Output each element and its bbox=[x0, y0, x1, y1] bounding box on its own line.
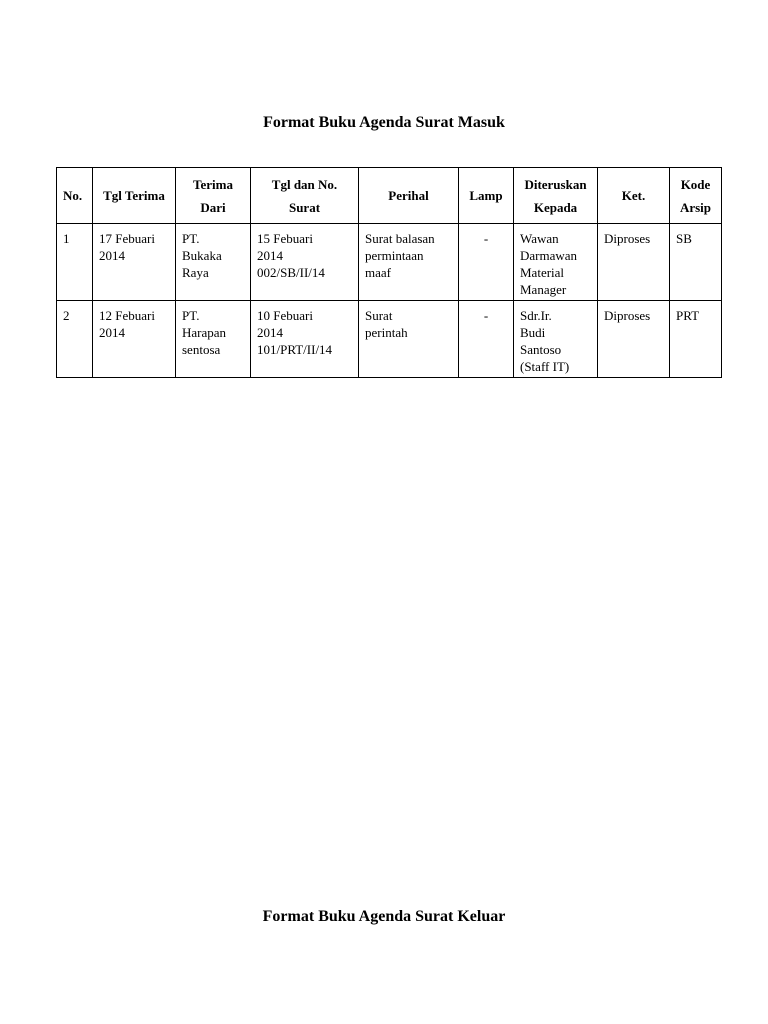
cell-tgl-no-surat: 10 Febuari 2014 101/PRT/II/14 bbox=[251, 301, 359, 378]
table-row bbox=[57, 301, 722, 378]
page-title: Format Buku Agenda Surat Masuk bbox=[263, 114, 505, 131]
cell-kode-arsip: PRT bbox=[670, 301, 722, 378]
cell-kode-arsip: SB bbox=[670, 224, 722, 301]
table-row bbox=[57, 224, 722, 301]
cell-lamp: - bbox=[459, 301, 514, 378]
cell-lamp: - bbox=[459, 224, 514, 301]
table-header-row bbox=[57, 168, 722, 224]
cell-ket: Diproses bbox=[598, 301, 670, 378]
cell-diteruskan-kepada: Sdr.Ir. Budi Santoso (Staff IT) bbox=[514, 301, 598, 378]
cell-terima-dari: PT. Bukaka Raya bbox=[176, 224, 251, 301]
header-kode-arsip: Kode Arsip bbox=[670, 168, 722, 224]
agenda-table bbox=[56, 167, 722, 378]
header-tgl-terima: Tgl Terima bbox=[93, 168, 176, 224]
header-no: No. bbox=[57, 168, 93, 224]
header-lamp: Lamp bbox=[459, 168, 514, 224]
cell-perihal: Surat balasan permintaan maaf bbox=[359, 224, 459, 301]
cell-tgl-terima: 12 Febuari 2014 bbox=[93, 301, 176, 378]
cell-diteruskan-kepada: Wawan Darmawan Material Manager bbox=[514, 224, 598, 301]
cell-ket: Diproses bbox=[598, 224, 670, 301]
header-tgl-no-surat: Tgl dan No. Surat bbox=[251, 168, 359, 224]
header-diteruskan-kepada: Diteruskan Kepada bbox=[514, 168, 598, 224]
cell-no: 2 bbox=[57, 301, 93, 378]
header-ket: Ket. bbox=[598, 168, 670, 224]
cell-perihal: Surat perintah bbox=[359, 301, 459, 378]
cell-tgl-no-surat: 15 Febuari 2014 002/SB/II/14 bbox=[251, 224, 359, 301]
section-title: Format Buku Agenda Surat Keluar bbox=[262, 908, 506, 925]
cell-tgl-terima: 17 Febuari 2014 bbox=[93, 224, 176, 301]
header-perihal: Perihal bbox=[359, 168, 459, 224]
cell-no: 1 bbox=[57, 224, 93, 301]
header-terima-dari: Terima Dari bbox=[176, 168, 251, 224]
cell-terima-dari: PT. Harapan sentosa bbox=[176, 301, 251, 378]
